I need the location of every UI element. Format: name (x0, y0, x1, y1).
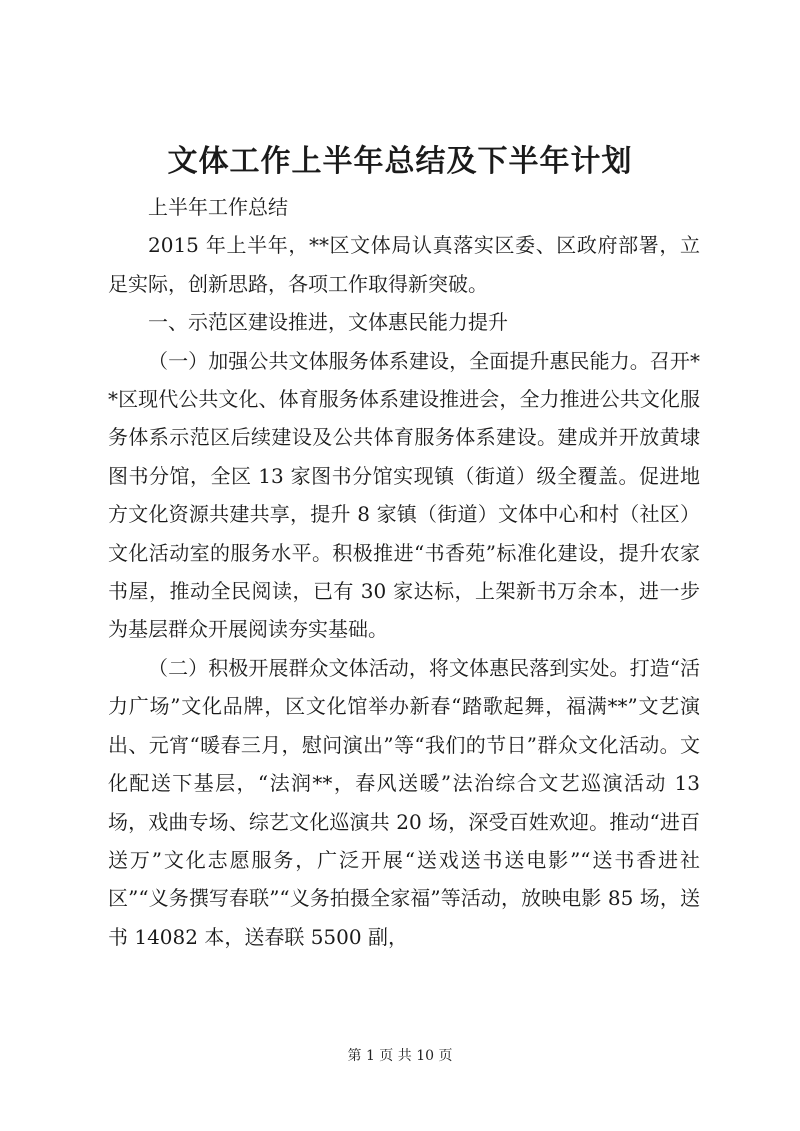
intro-paragraph: 2015 年上半年，**区文体局认真落实区委、区政府部署，立足实际，创新思路，各项工作取得新突破。 (108, 233, 700, 296)
paragraph-2: （二）积极开展群众文体活动，将文体惠民落到实处。打造“活力广场”文化品牌，区文化馆举办新春“踏歌起舞，福满**”文艺演出、元宵“暖春三月，慰问演出”等“我们的节日”群众文化活动。文化配送下基层，“法润**，春风送暖”法治综合文艺巡演活动 13 场，戏曲专场、综艺文化巡演共 20 场，深受百姓欢迎。推动“进百送万”文化志愿服务，广泛开展“送戏送书送电影”“送书香进社区”“义务撰写春联”“义务拍摄全家福”等活动，放映电影 85 场，送书 14082 本，送春联 5500 副， (108, 655, 700, 949)
page-number: 第 1 页 共 10 页 (347, 1048, 453, 1064)
paragraph-1: （一）加强公共文体服务体系建设，全面提升惠民能力。召开**区现代公共文化、体育服务体系建设推进会，全力推进公共文化服务体系示范区后续建设及公共体育服务体系建设。建成并开放黄埭图书分馆，全区 13 家图书分馆实现镇（街道）级全覆盖。促进地方文化资源共建共享，提升 8 家镇（街道）文体中心和村（社区）文化活动室的服务水平。积极推进“书香苑”标准化建设，提升农家书屋，推动全民阅读，已有 30 家达标，上架新书万余本，进一步为基层群众开展阅读夯实基础。 (108, 348, 700, 642)
section-heading-summary: 上半年工作总结 (148, 195, 288, 219)
section-heading-1: 一、示范区建设推进，文体惠民能力提升 (148, 310, 508, 335)
document-title: 文体工作上半年总结及下半年计划 (167, 144, 633, 179)
document-body (108, 188, 700, 956)
